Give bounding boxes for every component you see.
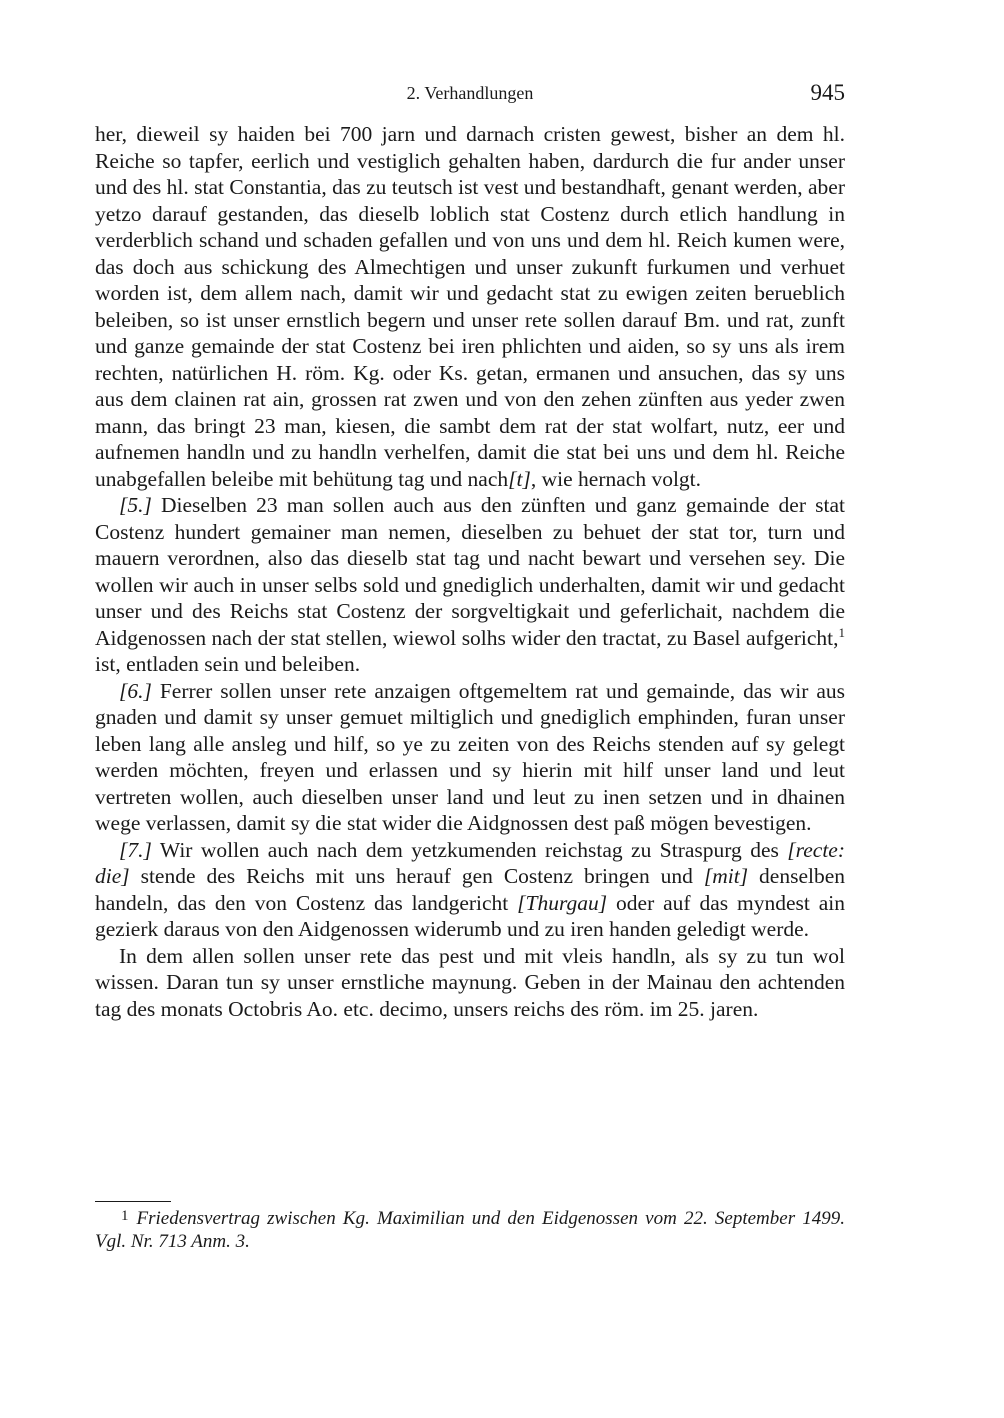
paragraph-7-text-d: oder auf das myndest ain gezierk daraus von den Aidgenossen widerumb und zu iren handen geledigt werde.: [95, 890, 845, 941]
running-head-title: 2. Verhandlungen: [406, 83, 534, 103]
closing-paragraph: [95, 943, 845, 1023]
section-label: [6.]: [119, 678, 152, 703]
paragraph-5-text-b: ist, entladen sein und beleiben.: [95, 652, 361, 676]
closing-paragraph-text: In dem allen sollen unser rete das pest und mit vleis handln, als sy zu tun wol wissen. Daran tun sy unser ernstliche maynung. Geben in der Mainau den achtenden tag des monats Octobris Ao. etc. decimo, unsers reichs des röm. im 25. jaren.: [95, 943, 845, 1021]
footnote-reference: 1: [838, 624, 845, 640]
editorial-insert: [Thurgau]: [517, 890, 608, 915]
section-label: [7.]: [119, 837, 152, 862]
page-number: 945: [810, 80, 845, 105]
paragraph-1-text: her, dieweil sy haiden bei 700 jarn und darnach cristen gewest, bisher an dem hl. Reiche so tapfer, eerlich und vestiglich gehalten haben, dardurch die fur ander unser und des hl. stat Constantia, das zu teutsch ist vest und bestandhaft, genant werden, aber yetzo darauf gestanden, das dieselb loblich stat Costenz durch etlich handlung in verderblich schand und schaden gefallen und von uns und dem hl. Reich kumen were, das doch aus schickung des Almechtigen und unser zukunft furkumen und verhuet worden ist, dem allem nach, damit wir und gedacht stat zu ewigen zeiten berueblich beleiben, so ist unser ernstlich begern und unser rete sollen darauf Bm. und rat, zunft und ganze gemainde der stat Costenz bei iren phlichten und aiden, so sy uns als irem rechten, natürlichen H. röm. Kg. oder Ks. getan, ermanen und ansuchen, das sy uns aus dem clainen rat ain, grossen rat zwen und von den zehen zünften aus yeder zwen mann, das bringt 23 man, kiesen, die sambt dem rat der stat wolfart, nutz, eer und aufnemen handln und zu handln verhelfen, damit die stat bei uns und dem hl. Reiche unabgefallen beleibe mit behütung tag und nach: [95, 122, 845, 491]
section-label: [5.]: [119, 493, 152, 517]
footnote-divider: [95, 1201, 171, 1202]
paragraph-7-text-c: denselben handeln, das den von Costenz das landgericht: [95, 864, 846, 915]
footnote: [95, 1208, 845, 1252]
paragraph-6-text: Ferrer sollen unser rete anzaigen oftgemeltem rat und gemainde, das wir aus gnaden und damit sy unser gemuet miltiglich und gnediglich emphinden, furan unser leben lang alle ansleg und hilf, so ye zu zeiten von des Reichs stenden auf sy gelegt werden möchten, freyen und erlassen und sy hierin mit hilf unser land und leut vertreten wollen, auch dieselben unser land und leut zu inen setzen und in dhainen wege verlassen, damit sy die stat wider die Aidgnossen dest paß mögen bevestigen.: [95, 678, 845, 835]
paragraph-1-end: , wie hernach volgt.: [530, 466, 702, 491]
paragraph-7-text-a: Wir wollen auch nach dem yetzkumenden reichstag zu Straspurg des: [151, 837, 788, 862]
paragraph-5: [95, 492, 845, 678]
footnote-number: 1: [121, 1208, 129, 1224]
paragraph-7-text-b: stende des Reichs mit uns herauf gen Costenz bringen und: [129, 864, 704, 888]
running-head: [95, 80, 845, 108]
footnote-text: Friedensvertrag zwischen Kg. Maximilian und den Eidgenossen vom 22. September 1499. Vgl. Nr. 713 Anm. 3.: [95, 1208, 845, 1252]
editorial-insert: [t]: [508, 466, 531, 491]
body-text: [95, 121, 845, 1022]
paragraph-5-text-a: Dieselben 23 man sollen auch aus den zünften und ganz gemainde der stat Costenz hundert gemainer man nemen, dieselben zu behuet der stat tor, turn und mauern verordnen, also das dieselb stat tag und nacht bewart und versehen sey. Die wollen wir auch in unser selbs sold und gnediglich underhalten, damit wir und gedacht unser und des Reichs stat Costenz der sorgveltigkait und geferlichait, nachdem die Aidgenossen nach der stat stellen, wiewol solhs wider den tractat, zu Basel aufgericht,: [95, 493, 845, 650]
paragraph-6: [95, 678, 845, 837]
editorial-insert: [recte: die]: [95, 837, 845, 888]
editorial-insert: [mit]: [703, 864, 749, 888]
paragraph-7: [95, 837, 845, 943]
paragraph-1: [95, 121, 845, 492]
